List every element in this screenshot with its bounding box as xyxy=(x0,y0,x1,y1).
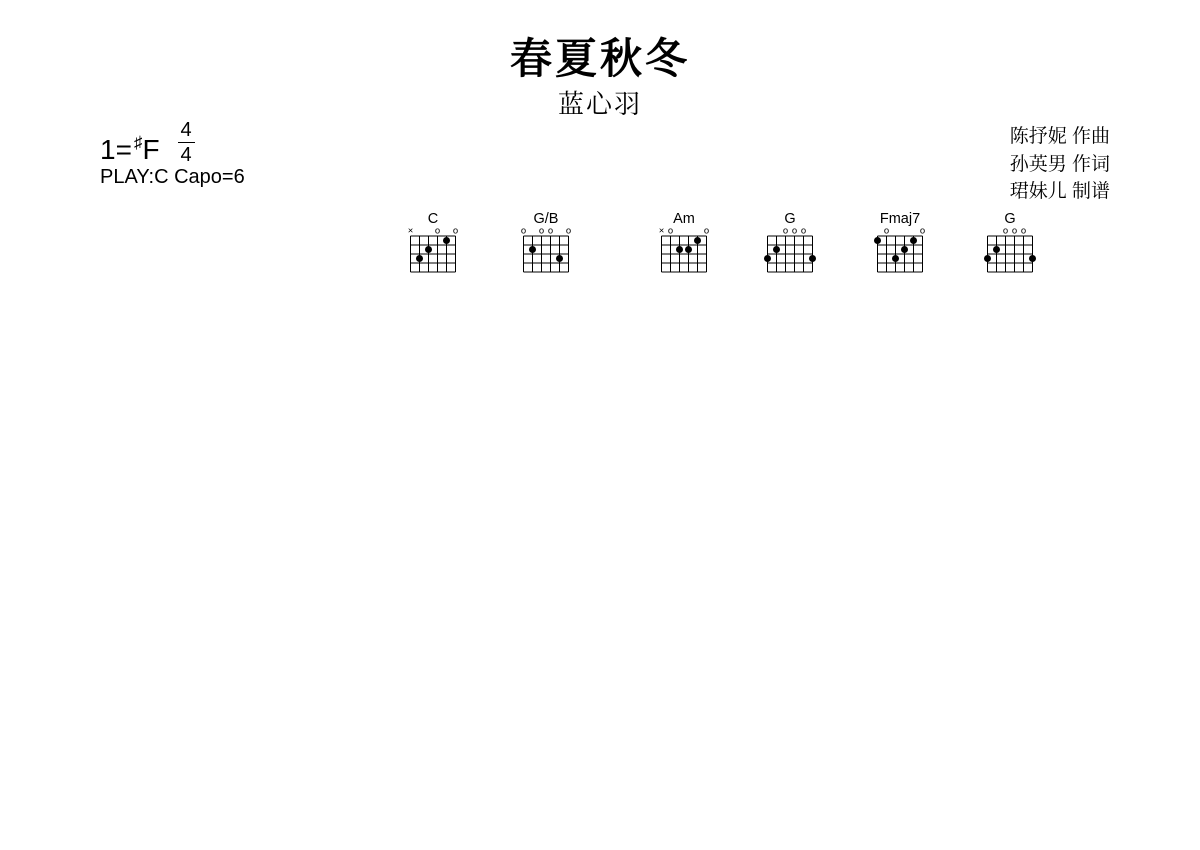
svg-text:o: o xyxy=(547,225,554,237)
svg-text:o: o xyxy=(883,225,890,237)
song-title: 春夏秋冬 xyxy=(509,35,690,82)
svg-text:o: o xyxy=(538,225,545,237)
svg-text:o: o xyxy=(800,225,807,237)
chord-diagram xyxy=(982,211,1038,277)
key-note: F xyxy=(142,134,160,165)
svg-text:×: × xyxy=(407,225,414,237)
sharp-sign: ♯ xyxy=(133,133,143,152)
arranger-credit: 珺妹儿 制谱 xyxy=(1009,181,1110,202)
chord-diagram xyxy=(518,211,574,277)
time-signature-bottom: 4 xyxy=(180,144,192,166)
composer-credit: 陈抒妮 作曲 xyxy=(1009,126,1110,147)
svg-text:Fmaj7: Fmaj7 xyxy=(879,211,921,227)
svg-text:Am: Am xyxy=(673,211,695,227)
svg-text:o: o xyxy=(703,225,710,237)
lyricist-credit: 孙英男 作词 xyxy=(1009,153,1110,175)
svg-text:C: C xyxy=(427,211,439,227)
chord-diagram xyxy=(656,211,712,277)
svg-text:o: o xyxy=(565,225,572,237)
svg-text:G: G xyxy=(1004,211,1016,227)
play-capo-info: PLAY:C Capo=6 xyxy=(100,166,245,188)
svg-text:×: × xyxy=(658,225,665,237)
svg-text:o: o xyxy=(782,225,789,237)
svg-text:o: o xyxy=(434,225,441,237)
artist-name: 蓝心羽 xyxy=(557,89,642,119)
svg-text:o: o xyxy=(1011,225,1018,237)
svg-text:G/B: G/B xyxy=(533,211,559,227)
key-prefix: 1= xyxy=(100,134,132,165)
svg-text:G: G xyxy=(784,211,796,227)
svg-text:o: o xyxy=(919,225,926,237)
chord-diagram xyxy=(405,211,461,277)
chord-diagram xyxy=(762,211,818,277)
svg-text:o: o xyxy=(1020,225,1027,237)
svg-text:o: o xyxy=(520,225,527,237)
svg-text:o: o xyxy=(1002,225,1009,237)
chord-diagram xyxy=(872,211,928,277)
svg-text:o: o xyxy=(452,225,459,237)
time-signature-top: 4 xyxy=(178,120,195,143)
svg-text:o: o xyxy=(667,225,674,237)
svg-text:o: o xyxy=(791,225,798,237)
